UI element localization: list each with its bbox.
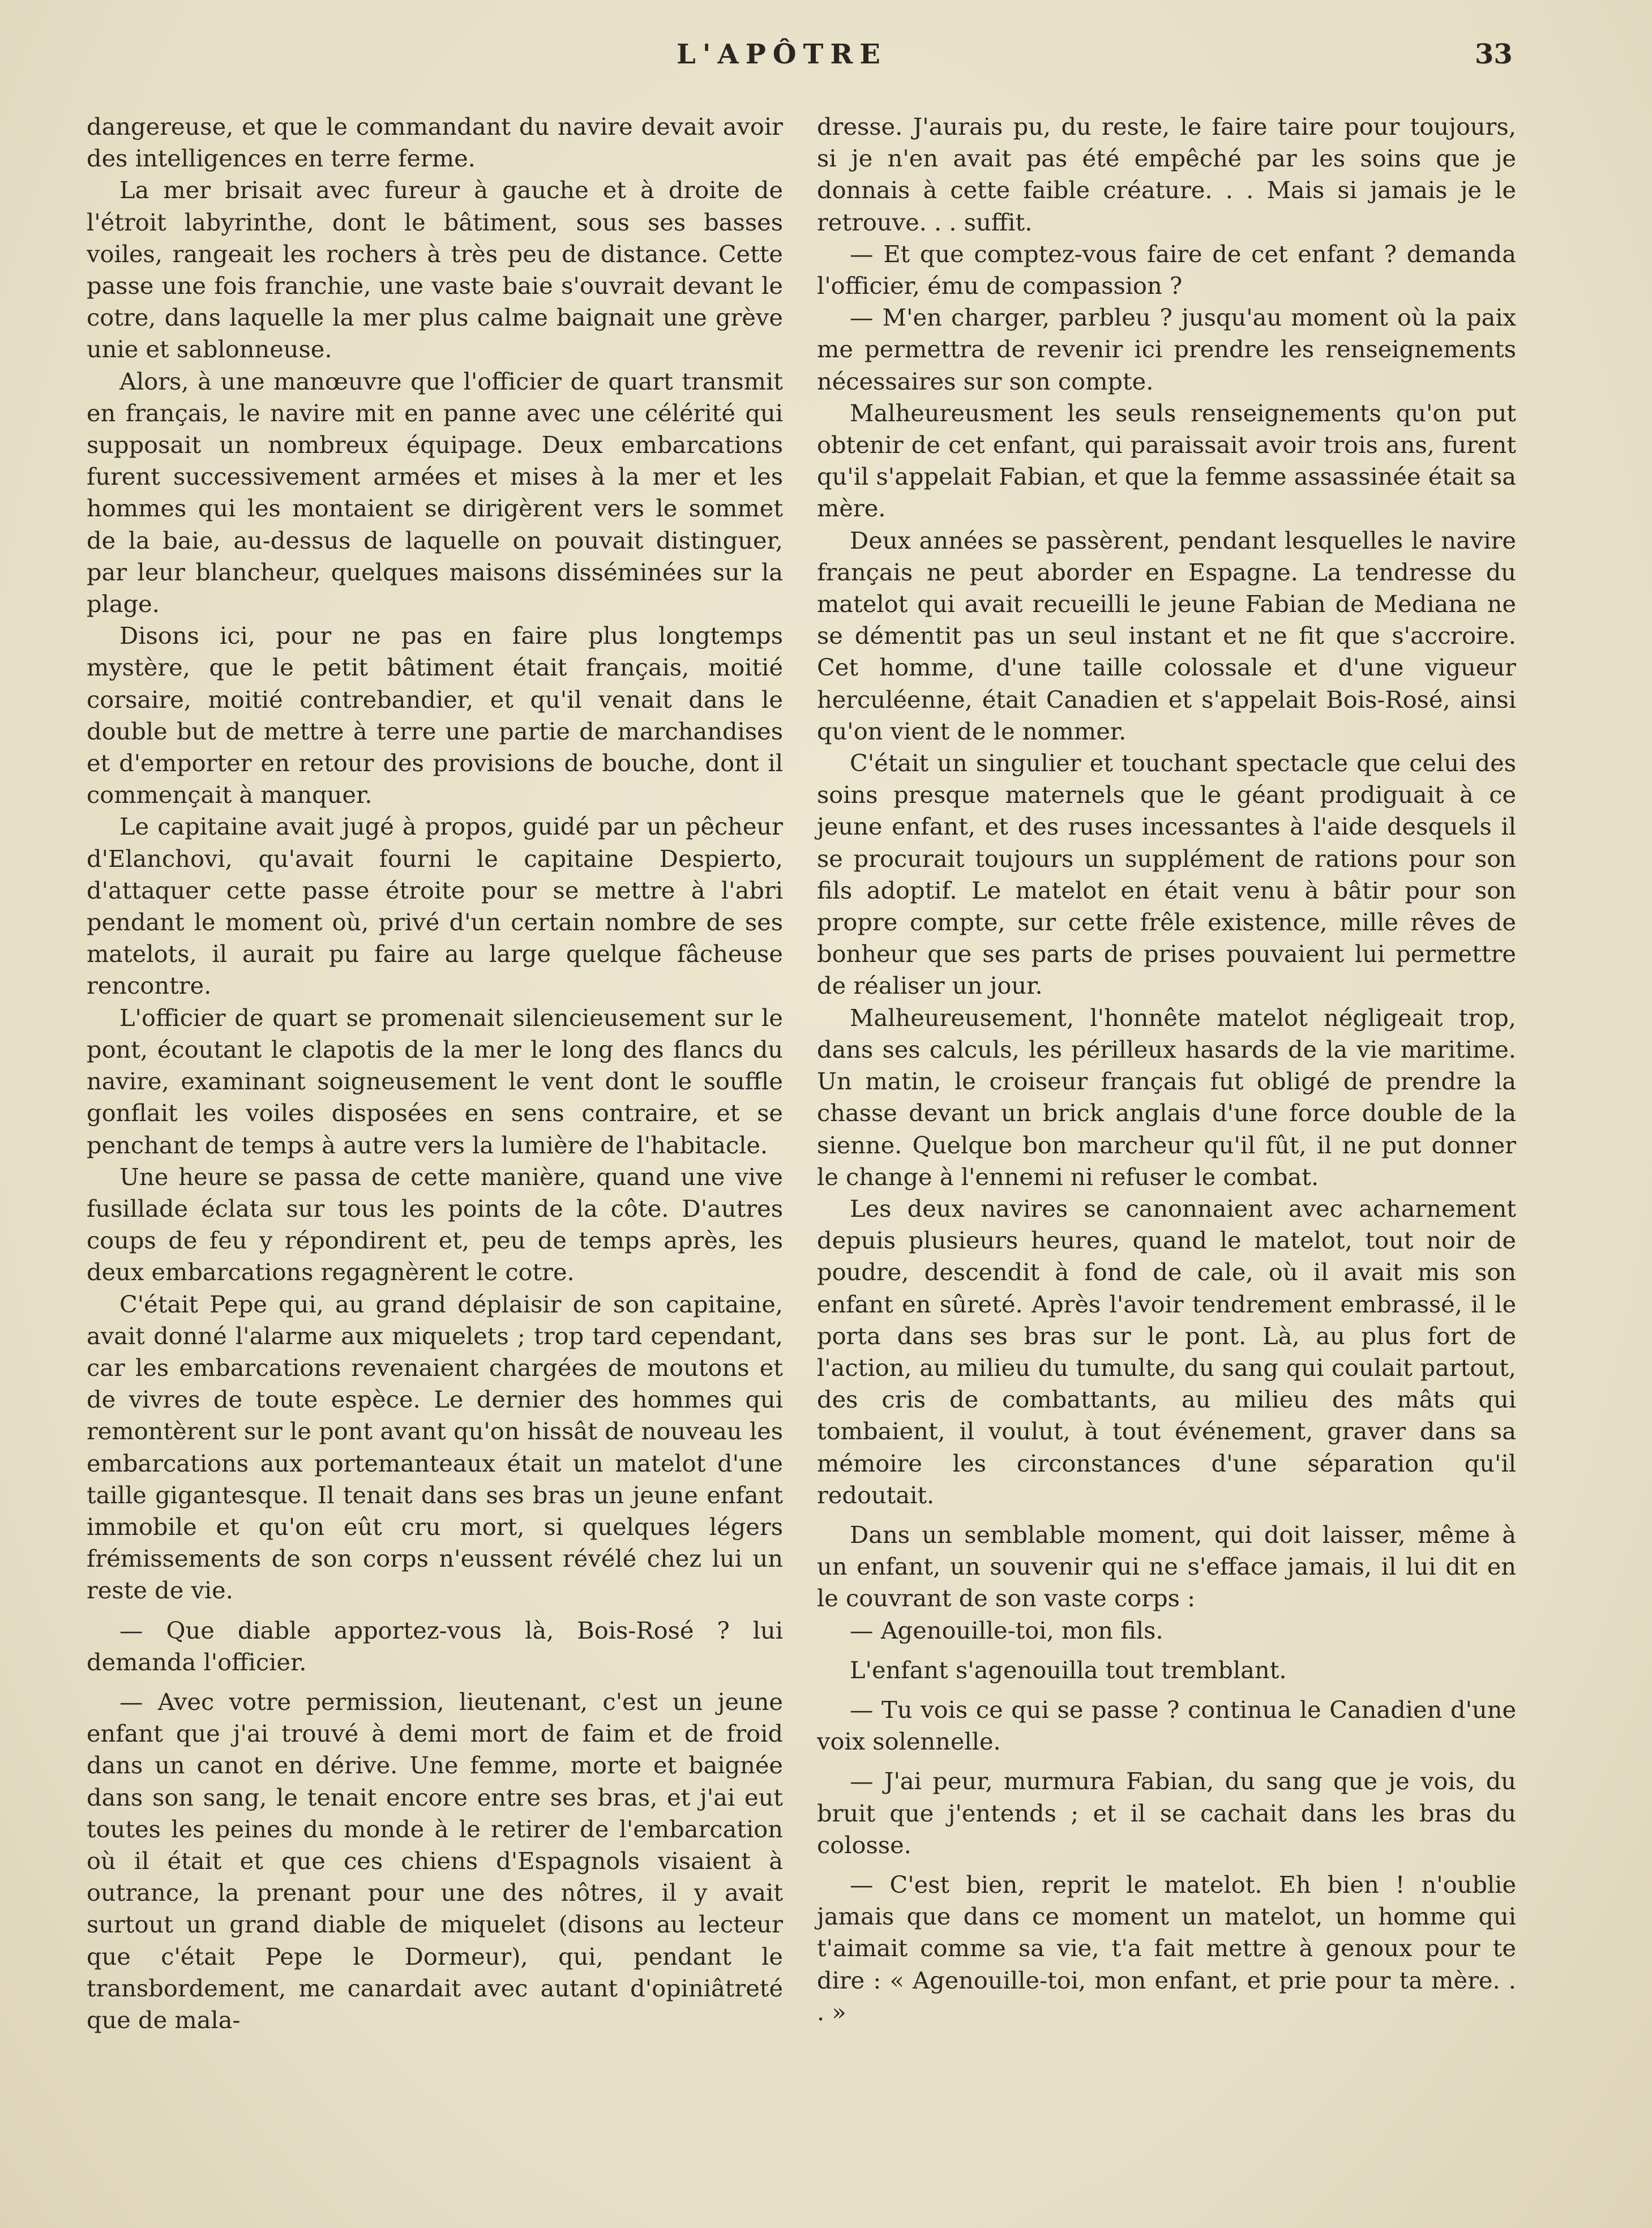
paragraph: Disons ici, pour ne pas en faire plus longtemps mystère, que le petit bâtiment était français, moitié corsaire, moitié contrebandier, et qu'il venait dans le double but de mettre à terre une partie de marchandises et d'emporter en retour des provisions de bouche, dont il commençait à manquer. xyxy=(87,622,783,809)
dialogue-paragraph: — J'ai peur, murmura Fabian, du sang que je vois, du bruit que j'entends ; et il se cachait dans les bras du colosse. xyxy=(817,1767,1516,1859)
page-number: 33 xyxy=(1475,39,1513,70)
running-head xyxy=(0,39,1652,72)
paragraph: Malheureusment les seuls renseignements qu'on put obtenir de cet enfant, qui paraissait avoir trois ans, furent qu'il s'appelait Fabian, et que la femme assassinée était sa mère. xyxy=(817,399,1516,523)
paragraph: dangereuse, et que le commandant du navire devait avoir des intelligences en terre ferme. xyxy=(87,113,783,173)
paragraph: Alors, à une manœuvre que l'officier de quart transmit en français, le navire mit en panne avec une célérité qui supposait un nombreux équipage. Deux embarcations furent successivement armées et mises à la mer et les hommes qui les montaient se dirigèrent vers le sommet de la baie, au-dessus de laquelle on pouvait distinguer, par leur blancheur, quelques maisons disséminées sur la plage. xyxy=(87,367,783,618)
dialogue-paragraph: — Et que comptez-vous faire de cet enfant ? demanda l'officier, ému de compassion ? xyxy=(817,240,1516,300)
dialogue-paragraph: — Avec votre permission, lieutenant, c'est un jeune enfant que j'ai trouvé à demi mort de faim et de froid dans un canot en dérive. Une femme, morte et baignée dans son sang, le tenait encore entre ses bras, et j'ai eut toutes les peines du monde à le retirer de l'embarcation où il était et que ces chiens d'Espagnols visaient à outrance, la prenant pour une des nôtres, il y avait surtout un grand diable de miquelet (disons au lecteur que c'était Pepe le Dormeur), qui, pendant le transbordement, me canardait avec autant d'opiniâtreté que de mala- xyxy=(87,1687,783,2034)
dialogue-paragraph: — Que diable apportez-vous là, Bois-Rosé ? lui demanda l'officier. xyxy=(87,1616,783,1676)
dialogue-paragraph: — M'en charger, parbleu ? jusqu'au moment où la paix me permettra de revenir ici prendre les renseignements nécessaires sur son compte. xyxy=(817,303,1516,395)
paragraph: L'officier de quart se promenait silencieusement sur le pont, écoutant le clapotis de la mer le long des flancs du navire, examinant soigneusement le vent dont le souffle gonflait les voiles disposées en sens contraire, et se penchant de temps à autre vers la lumière de l'habitacle. xyxy=(87,1003,783,1159)
paragraph: Dans un semblable moment, qui doit laisser, même à un enfant, un souvenir qui ne s'efface jamais, il lui dit en le couvrant de son vaste corps : xyxy=(817,1520,1516,1613)
dialogue-paragraph: — Tu vois ce qui se passe ? continua le Canadien d'une voix solennelle. xyxy=(817,1695,1516,1756)
dialogue-paragraph: — C'est bien, reprit le matelot. Eh bien ! n'oublie jamais que dans ce moment un matelot, un homme qui t'aimait comme sa vie, t'a fait mettre à genoux pour te dire : « Agenouille-toi, mon enfant, et prie pour ta mère. . . » xyxy=(817,1870,1516,2026)
paragraph: Malheureusement, l'honnête matelot négligeait trop, dans ses calculs, les périlleux hasards de la vie maritime. Un matin, le croiseur français fut obligé de prendre la chasse devant un brick anglais d'une force double de la sienne. Quelque bon marcheur qu'il fût, il ne put donner le change à l'ennemi ni refuser le combat. xyxy=(817,1003,1516,1191)
paragraph: Les deux navires se canonnaient avec acharnement depuis plusieurs heures, quand le matelot, tout noir de poudre, descendit à fond de cale, où il avait mis son enfant en sûreté. Après l'avoir tendrement embrassé, il le porta dans ses bras sur le pont. Là, au plus fort de l'action, au milieu du tumulte, du sang qui coulait partout, des cris de combattants, au milieu des mâts qui tombaient, il voulut, à tout événement, graver dans sa mémoire les circonstances d'une séparation qu'il redoutait. xyxy=(817,1194,1516,1509)
paragraph: C'était un singulier et touchant spectacle que celui des soins presque maternels que le géant prodiguait à ce jeune enfant, et des ruses incessantes à l'aide desquels il se procurait toujours un supplément de rations pour son fils adoptif. Le matelot en était venu à bâtir pour son propre compte, sur cette frêle existence, mille rêves de bonheur que ses parts de prises pouvaient lui permettre de réaliser un jour. xyxy=(817,749,1516,1000)
paragraph: La mer brisait avec fureur à gauche et à droite de l'étroit labyrinthe, dont le bâtiment, sous ses basses voiles, rangeait les rochers à très peu de distance. Cette passe une fois franchie, une vaste baie s'ouvrait devant le cotre, dans laquelle la mer plus calme baignait une grève unie et sablonneuse. xyxy=(87,176,783,364)
text-column-right xyxy=(817,111,1516,2028)
paragraph: L'enfant s'agenouilla tout tremblant. xyxy=(850,1656,1287,1684)
paragraph: dresse. J'aurais pu, du reste, le faire taire pour toujours, si je n'en avait pas été empêché par les soins que je donnais à cette faible créature. . . Mais si jamais je le retrouve. . . suffit. xyxy=(817,113,1516,236)
dialogue-paragraph: — Agenouille-toi, mon fils. xyxy=(850,1616,1163,1644)
text-column-left xyxy=(87,111,783,2036)
paragraph: Le capitaine avait jugé à propos, guidé par un pêcheur d'Elanchovi, qu'avait fourni le capitaine Despierto, d'attaquer cette passe étroite pour se mettre à l'abri pendant le moment où, privé d'un certain nombre de ses matelots, il aurait pu faire au large quelque fâcheuse rencontre. xyxy=(87,812,783,1000)
paragraph: C'était Pepe qui, au grand déplaisir de son capitaine, avait donné l'alarme aux miquelets ; trop tard cependant, car les embarcations revenaient chargées de moutons et de vivres de toute espèce. Le dernier des hommes qui remontèrent sur le pont avant qu'on hissât de nouveau les embarcations aux portemanteaux était un matelot d'une taille gigantesque. Il tenait dans ses bras un jeune enfant immobile et qu'on eût cru mort, si quelques légers frémissements de son corps n'eussent révélé chez lui un reste de vie. xyxy=(87,1290,783,1605)
running-title: L'APÔTRE xyxy=(677,39,887,70)
paragraph: Une heure se passa de cette manière, quand une vive fusillade éclata sur tous les points de la côte. D'autres coups de feu y répondirent et, peu de temps après, les deux embarcations regagnèrent le cotre. xyxy=(87,1162,783,1286)
paragraph: Deux années se passèrent, pendant lesquelles le navire français ne peut aborder en Espagne. La tendresse du matelot qui avait recueilli le jeune Fabian de Mediana ne se démentit pas un seul instant et ne fit que s'accroire. Cet homme, d'une taille colossale et d'une vigueur herculéenne, était Canadien et s'appelait Bois-Rosé, ainsi qu'on vient de le nommer. xyxy=(817,526,1516,745)
